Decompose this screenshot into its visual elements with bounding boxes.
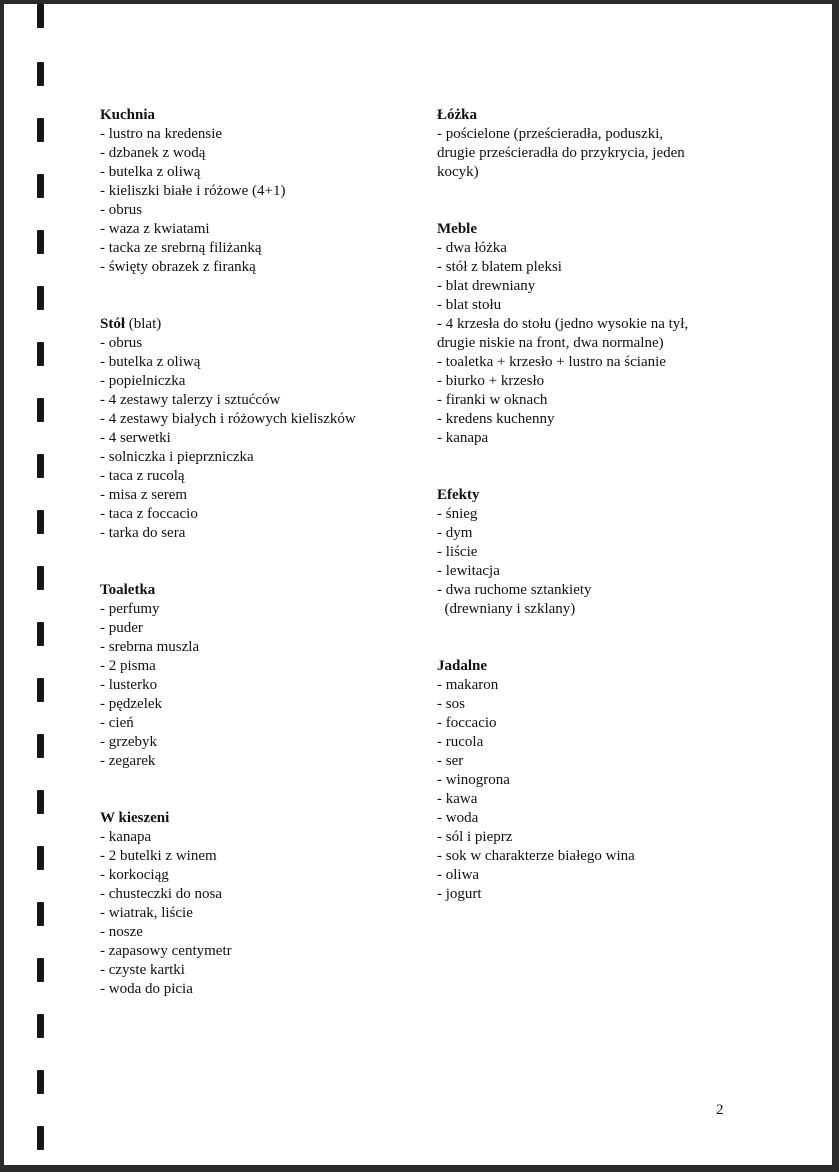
list-item: - czyste kartki	[100, 962, 185, 978]
list-item: - kieliszki białe i różowe (4+1)	[100, 183, 286, 199]
list-item: - kawa	[437, 791, 478, 807]
list-item: - foccacio	[437, 715, 497, 731]
section-heading-text: Meble	[437, 221, 477, 237]
section	[100, 809, 420, 999]
binding-hole	[37, 902, 44, 926]
page-number: 2	[716, 1102, 724, 1118]
section-heading-text: Efekty	[437, 487, 480, 503]
list-item: - taca z rucolą	[100, 468, 185, 484]
list-item: - obrus	[100, 202, 143, 218]
list-item: - 2 butelki z winem	[100, 848, 217, 864]
list-item: - 4 krzesła do stołu (jedno wysokie na tył,	[437, 316, 689, 332]
section-heading	[100, 809, 420, 828]
item-list	[100, 334, 420, 543]
list-item: - dym	[437, 525, 473, 541]
right-column	[437, 106, 767, 904]
section-heading	[437, 657, 767, 676]
section-heading-text: Łóżka	[437, 107, 478, 123]
binding-holes	[37, 4, 45, 1165]
list-item: - puder	[100, 620, 143, 636]
list-item: (drewniany i szklany)	[437, 601, 576, 617]
binding-hole	[37, 846, 44, 870]
binding-hole	[37, 1126, 44, 1150]
binding-hole	[37, 118, 44, 142]
section-heading	[437, 106, 767, 125]
list-item: - kredens kuchenny	[437, 411, 555, 427]
list-item: - zegarek	[100, 753, 156, 769]
item-list	[437, 125, 767, 182]
binding-hole	[37, 174, 44, 198]
item-list	[100, 600, 420, 771]
list-item: - solniczka i pieprzniczka	[100, 449, 254, 465]
list-item: - 2 pisma	[100, 658, 156, 674]
binding-hole	[37, 342, 44, 366]
binding-hole	[37, 510, 44, 534]
binding-hole	[37, 454, 44, 478]
list-item: kocyk)	[437, 164, 479, 180]
section	[437, 657, 767, 904]
document-page	[4, 4, 832, 1165]
list-item: - lusterko	[100, 677, 158, 693]
section-heading-text: W kieszeni	[100, 810, 170, 826]
list-item: - popielniczka	[100, 373, 186, 389]
section-heading-note: (blat)	[125, 316, 162, 332]
list-item: - 4 zestawy talerzy i sztućców	[100, 392, 281, 408]
list-item: - srebrna muszla	[100, 639, 200, 655]
binding-hole	[37, 1070, 44, 1094]
list-item: - sos	[437, 696, 465, 712]
list-item: - biurko + krzesło	[437, 373, 545, 389]
list-item: - butelka z oliwą	[100, 164, 201, 180]
list-item: - woda do picia	[100, 981, 193, 997]
binding-hole	[37, 678, 44, 702]
section-heading	[100, 106, 420, 125]
list-item: - zapasowy centymetr	[100, 943, 232, 959]
list-item: - śnieg	[437, 506, 478, 522]
binding-hole	[37, 790, 44, 814]
section	[437, 220, 767, 448]
section	[100, 581, 420, 771]
left-column	[100, 106, 420, 999]
list-item: - sól i pieprz	[437, 829, 513, 845]
section-heading	[437, 220, 767, 239]
list-item: drugie niskie na front, dwa normalne)	[437, 335, 664, 351]
list-item: - tarka do sera	[100, 525, 186, 541]
list-item: - lewitacja	[437, 563, 500, 579]
section-heading-text: Stół	[100, 316, 126, 332]
item-list	[100, 828, 420, 999]
list-item: - pędzelek	[100, 696, 163, 712]
list-item: drugie prześcieradła do przykrycia, jeden	[437, 145, 685, 161]
section	[437, 106, 767, 182]
list-item: - stół z blatem pleksi	[437, 259, 562, 275]
list-item: - nosze	[100, 924, 143, 940]
list-item: - chusteczki do nosa	[100, 886, 223, 902]
binding-hole	[37, 622, 44, 646]
list-item: - obrus	[100, 335, 143, 351]
section	[100, 315, 420, 543]
list-item: - woda	[437, 810, 479, 826]
list-item: - firanki w oknach	[437, 392, 548, 408]
list-item: - korkociąg	[100, 867, 169, 883]
list-item: - butelka z oliwą	[100, 354, 201, 370]
list-item: - 4 zestawy białych i różowych kieliszków	[100, 411, 356, 427]
binding-hole	[37, 734, 44, 758]
list-item: - dwa ruchome sztankiety	[437, 582, 592, 598]
list-item: - dzbanek z wodą	[100, 145, 206, 161]
list-item: - perfumy	[100, 601, 160, 617]
binding-hole	[37, 1014, 44, 1038]
list-item: - święty obrazek z firanką	[100, 259, 256, 275]
list-item: - ser	[437, 753, 464, 769]
list-item: - taca z foccacio	[100, 506, 198, 522]
list-item: - tacka ze srebrną filiżanką	[100, 240, 262, 256]
list-item: - sok w charakterze białego wina	[437, 848, 635, 864]
list-item: - makaron	[437, 677, 499, 693]
binding-hole	[37, 958, 44, 982]
list-item: - kanapa	[437, 430, 489, 446]
list-item: - pościelone (prześcieradła, poduszki,	[437, 126, 664, 142]
list-item: - lustro na kredensie	[100, 126, 223, 142]
list-item: - wiatrak, liście	[100, 905, 193, 921]
list-item: - 4 serwetki	[100, 430, 171, 446]
section-heading-text: Kuchnia	[100, 107, 156, 123]
list-item: - dwa łóżka	[437, 240, 507, 256]
list-item: - grzebyk	[100, 734, 158, 750]
list-item: - misa z serem	[100, 487, 188, 503]
section-heading	[100, 581, 420, 600]
section-heading-text: Toaletka	[100, 582, 156, 598]
list-item: - winogrona	[437, 772, 510, 788]
list-item: - kanapa	[100, 829, 152, 845]
binding-hole	[37, 230, 44, 254]
item-list	[100, 125, 420, 277]
list-item: - jogurt	[437, 886, 482, 902]
item-list	[437, 239, 767, 448]
section-heading	[100, 315, 420, 334]
list-item: - blat stołu	[437, 297, 502, 313]
list-item: - oliwa	[437, 867, 480, 883]
item-list	[437, 676, 767, 904]
list-item: - rucola	[437, 734, 484, 750]
item-list	[437, 505, 767, 619]
section	[437, 486, 767, 619]
section	[100, 106, 420, 277]
list-item: - waza z kwiatami	[100, 221, 210, 237]
list-item: - toaletka + krzesło + lustro na ścianie	[437, 354, 666, 370]
binding-hole	[37, 62, 44, 86]
binding-hole	[37, 286, 44, 310]
binding-hole	[37, 398, 44, 422]
list-item: - blat drewniany	[437, 278, 536, 294]
binding-hole	[37, 4, 44, 28]
section-heading-text: Jadalne	[437, 658, 488, 674]
section-heading	[437, 486, 767, 505]
list-item: - liście	[437, 544, 478, 560]
binding-hole	[37, 566, 44, 590]
list-item: - cień	[100, 715, 134, 731]
